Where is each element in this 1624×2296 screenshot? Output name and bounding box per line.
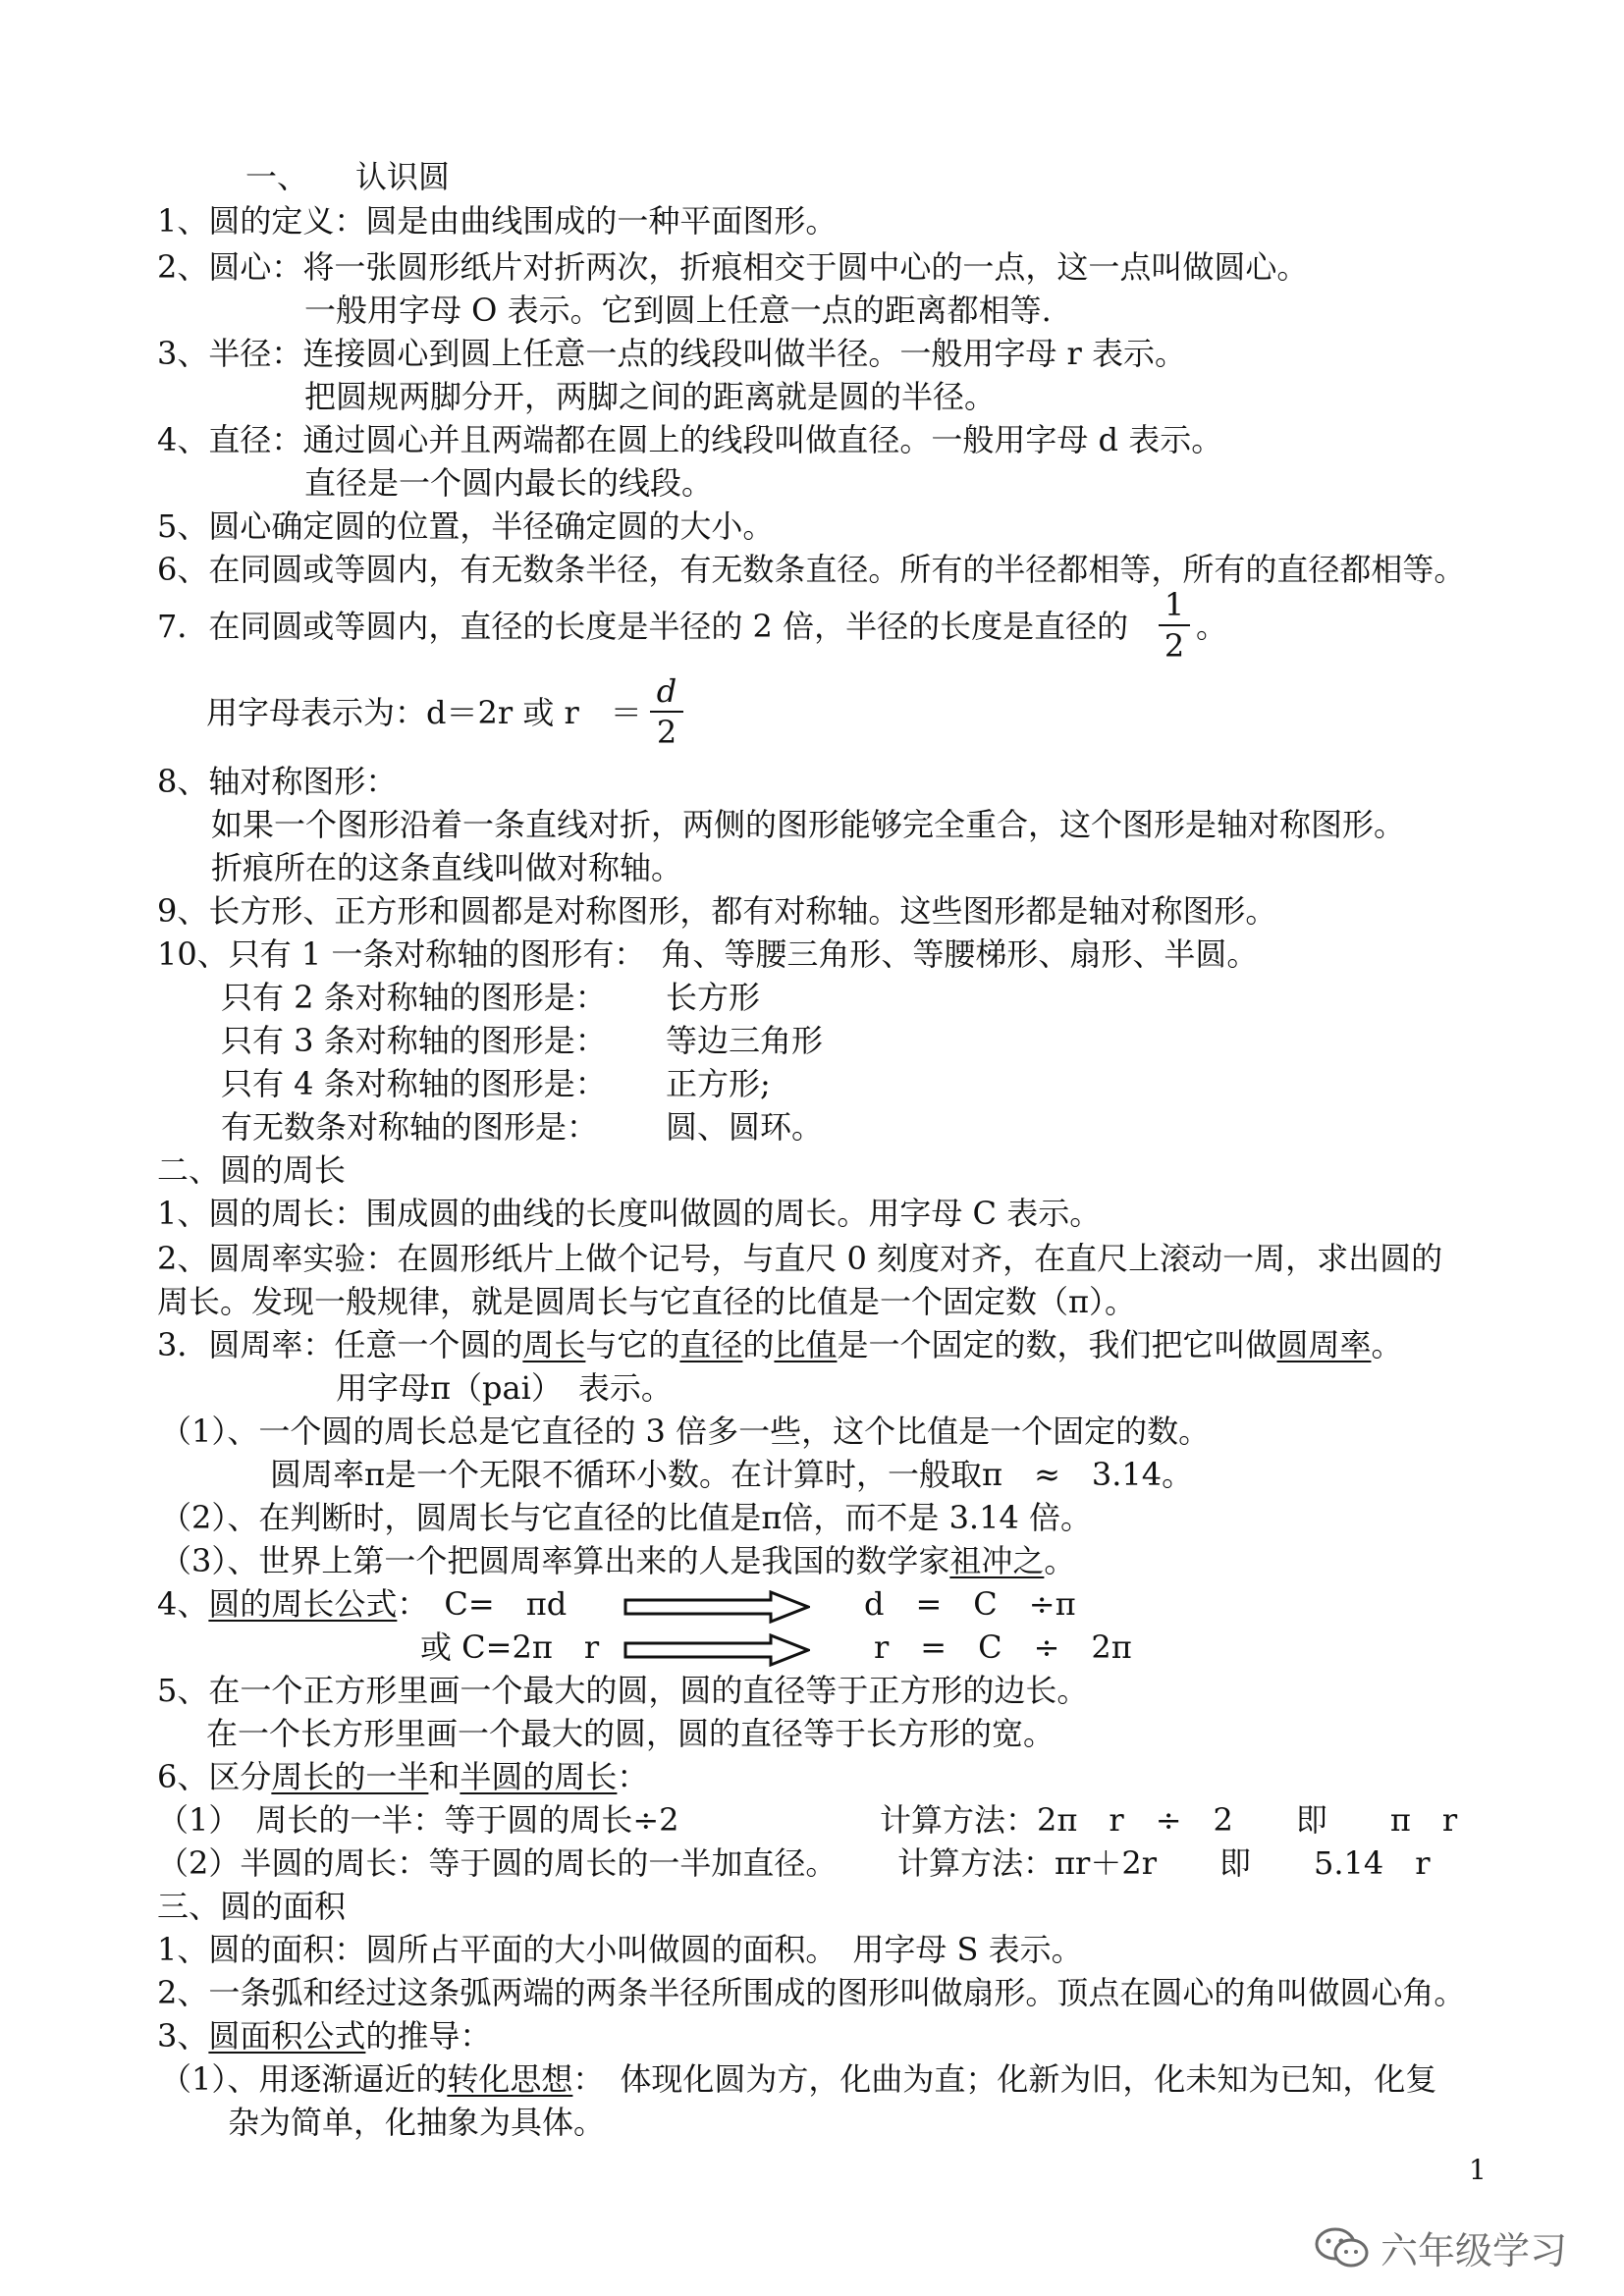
text-span: （1）、用逐渐逼近的 xyxy=(160,2060,448,2098)
text-span: 是一个固定的数，我们把它叫做 xyxy=(837,1326,1277,1363)
section-heading-1: 一、 认识圆 xyxy=(245,158,451,195)
text-line: 1、圆的周长：围成圆的曲线的长度叫做圆的周长。用字母 C 表示。 xyxy=(157,1195,1102,1232)
text-line: 5、圆心确定圆的位置，半径确定圆的大小。 xyxy=(157,507,775,545)
text-line: 9、长方形、正方形和圆都是对称图形，都有对称轴。这些图形都是轴对称图形。 xyxy=(157,892,1277,930)
text-line: 把圆规两脚分开，两脚之间的距离就是圆的半径。 xyxy=(304,378,997,415)
underlined-term: 圆周率 xyxy=(1276,1326,1372,1363)
text-line: 长方形 xyxy=(666,979,761,1016)
text-span: 6、区分 xyxy=(157,1758,272,1795)
text-line: 。 xyxy=(1196,608,1228,645)
fraction-bar xyxy=(1159,624,1190,626)
text-line: 1、圆的面积：圆所占平面的大小叫做圆的面积。 用字母 S 表示。 xyxy=(157,1931,1083,1968)
text-line: （2）半圆的周长：等于圆的周长的一半加直径。 xyxy=(157,1844,838,1882)
text-line: 圆、圆环。 xyxy=(666,1108,824,1146)
text-line: 用字母π（pai） 表示。 xyxy=(336,1369,673,1407)
text-line: 只有 2 条对称轴的图形是： xyxy=(221,979,607,1016)
watermark-text: 六年级学习 xyxy=(1380,2229,1568,2272)
fraction-denominator: 2 xyxy=(656,714,677,751)
underlined-term: 转化思想 xyxy=(447,2060,573,2098)
text-span: 。 xyxy=(1044,1542,1076,1579)
text-line xyxy=(157,1757,648,1796)
text-span: 3、 xyxy=(157,2017,209,2055)
text-line xyxy=(157,1584,567,1624)
text-line: 或 C=2π r xyxy=(420,1629,600,1666)
fraction-denominator: 2 xyxy=(1164,627,1185,665)
text-line: 6、在同圆或等圆内，有无数条半径，有无数条直径。所有的半径都相等，所有的直径都相等。 xyxy=(157,551,1466,588)
text-line xyxy=(160,1541,1075,1580)
double-arrow-icon xyxy=(623,1590,810,1624)
text-line: （2）、在判断时，圆周长与它直径的比值是π倍，而不是 3.14 倍。 xyxy=(160,1499,1092,1536)
text-line: 10、只有 1 一条对称轴的图形有： 角、等腰三角形、等腰梯形、扇形、半圆。 xyxy=(157,935,1259,973)
text-line: （1）、一个圆的周长总是它直径的 3 倍多一些，这个比值是一个固定的数。 xyxy=(160,1413,1211,1450)
underlined-term: 周长的一半 xyxy=(271,1758,429,1795)
text-line: （1） 周长的一半：等于圆的周长÷2 xyxy=(157,1801,679,1839)
underlined-term: 圆面积公式 xyxy=(208,2017,366,2055)
underlined-term: 圆的周长公式 xyxy=(208,1585,398,1623)
text-line: 计算方法：πr＋2r 即 5.14 r xyxy=(897,1844,1431,1882)
text-line: 4、直径：通过圆心并且两端都在圆上的线段叫做直径。一般用字母 d 表示。 xyxy=(157,421,1223,458)
text-line: 5、在一个正方形里画一个最大的圆，圆的直径等于正方形的边长。 xyxy=(157,1672,1089,1709)
text-line: 2、一条弧和经过这条弧两端的两条半径所围成的图形叫做扇形。顶点在圆心的角叫做圆心角。 xyxy=(157,1974,1466,2011)
text-line: 在一个长方形里画一个最大的圆，圆的直径等于长方形的宽。 xyxy=(206,1715,1056,1752)
fraction-numerator: d xyxy=(656,672,677,710)
fraction-half xyxy=(1159,587,1190,664)
text-line: 3、半径：连接圆心到圆上任意一点的线段叫做半径。一般用字母 r 表示。 xyxy=(157,335,1187,372)
text-line: d = C ÷π xyxy=(864,1585,1076,1623)
underlined-term: 周长 xyxy=(522,1326,586,1363)
text-line: 2、圆周率实验：在圆形纸片上做个记号，与直尺 0 刻度对齐，在直尺上滚动一周，求出圆的 xyxy=(157,1240,1443,1277)
text-line: 有无数条对称轴的图形是： xyxy=(221,1108,599,1146)
text-span: ： xyxy=(617,1758,649,1795)
text-line: 如果一个图形沿着一条直线对折，两侧的图形能够完全重合，这个图形是轴对称图形。 xyxy=(211,806,1406,843)
text-span: 和 xyxy=(428,1758,460,1795)
page-number: 1 xyxy=(1469,2154,1487,2186)
text-span: ： C= πd xyxy=(397,1585,568,1623)
text-span: 与它的 xyxy=(585,1326,680,1363)
fraction-d-over-2 xyxy=(650,673,683,750)
text-line: 直径是一个圆内最长的线段。 xyxy=(304,464,714,502)
text-line: 计算方法：2π r ÷ 2 即 π r xyxy=(880,1801,1458,1839)
text-line: 1、圆的定义：圆是由曲线围成的一种平面图形。 xyxy=(157,202,838,240)
text-line: 圆周率π是一个无限不循环小数。在计算时，一般取π ≈ 3.14。 xyxy=(270,1456,1194,1493)
text-line: 正方形; xyxy=(666,1065,771,1102)
text-span: 的推导： xyxy=(365,2017,492,2055)
text-line: 等边三角形 xyxy=(666,1022,824,1059)
text-line: 2、圆心：将一张圆形纸片对折两次，折痕相交于圆中心的一点，这一点叫做圆心。 xyxy=(157,248,1309,286)
text-line: 杂为简单，化抽象为具体。 xyxy=(228,2104,606,2141)
text-line: 只有 4 条对称轴的图形是： xyxy=(221,1065,607,1102)
watermark xyxy=(1314,2220,1567,2274)
text-span: 的 xyxy=(742,1326,775,1363)
text-line: 用字母表示为：d＝2r 或 r ＝ xyxy=(206,694,642,731)
text-line: 7．在同圆或等圆内，直径的长度是半径的 2 倍，半径的长度是直径的 xyxy=(157,608,1129,645)
text-span: （3）、世界上第一个把圆周率算出来的人是我国的数学家 xyxy=(160,1542,950,1579)
text-line: 8、轴对称图形： xyxy=(157,763,398,800)
fraction-numerator: 1 xyxy=(1164,586,1185,623)
fraction-bar xyxy=(650,711,683,713)
text-span: 4、 xyxy=(157,1585,209,1623)
text-line xyxy=(160,2059,1436,2099)
text-line: 一般用字母 O 表示。它到圆上任意一点的距离都相等. xyxy=(304,292,1052,329)
underlined-term: 比值 xyxy=(774,1326,838,1363)
underlined-term: 祖冲之 xyxy=(949,1542,1045,1579)
text-line: 只有 3 条对称轴的图形是： xyxy=(221,1022,607,1059)
section-heading-3: 三、圆的面积 xyxy=(157,1888,347,1925)
underlined-term: 半圆的周长 xyxy=(460,1758,618,1795)
text-line: 周长。发现一般规律，就是圆周长与它直径的比值是一个固定数（π）。 xyxy=(157,1283,1137,1320)
double-arrow-icon xyxy=(623,1633,810,1667)
text-line: 折痕所在的这条直线叫做对称轴。 xyxy=(211,849,683,886)
text-line xyxy=(157,1325,1403,1364)
underlined-term: 直径 xyxy=(679,1326,743,1363)
text-span: ： 体现化圆为方，化曲为直；化新为旧，化未知为已知，化复 xyxy=(572,2060,1437,2098)
text-span: 3．圆周率：任意一个圆的 xyxy=(157,1326,523,1363)
text-span: 。 xyxy=(1371,1326,1403,1363)
text-line: r = C ÷ 2π xyxy=(874,1629,1132,1666)
text-line xyxy=(157,2016,491,2056)
wechat-icon xyxy=(1314,2225,1371,2270)
section-heading-2: 二、圆的周长 xyxy=(157,1151,347,1189)
